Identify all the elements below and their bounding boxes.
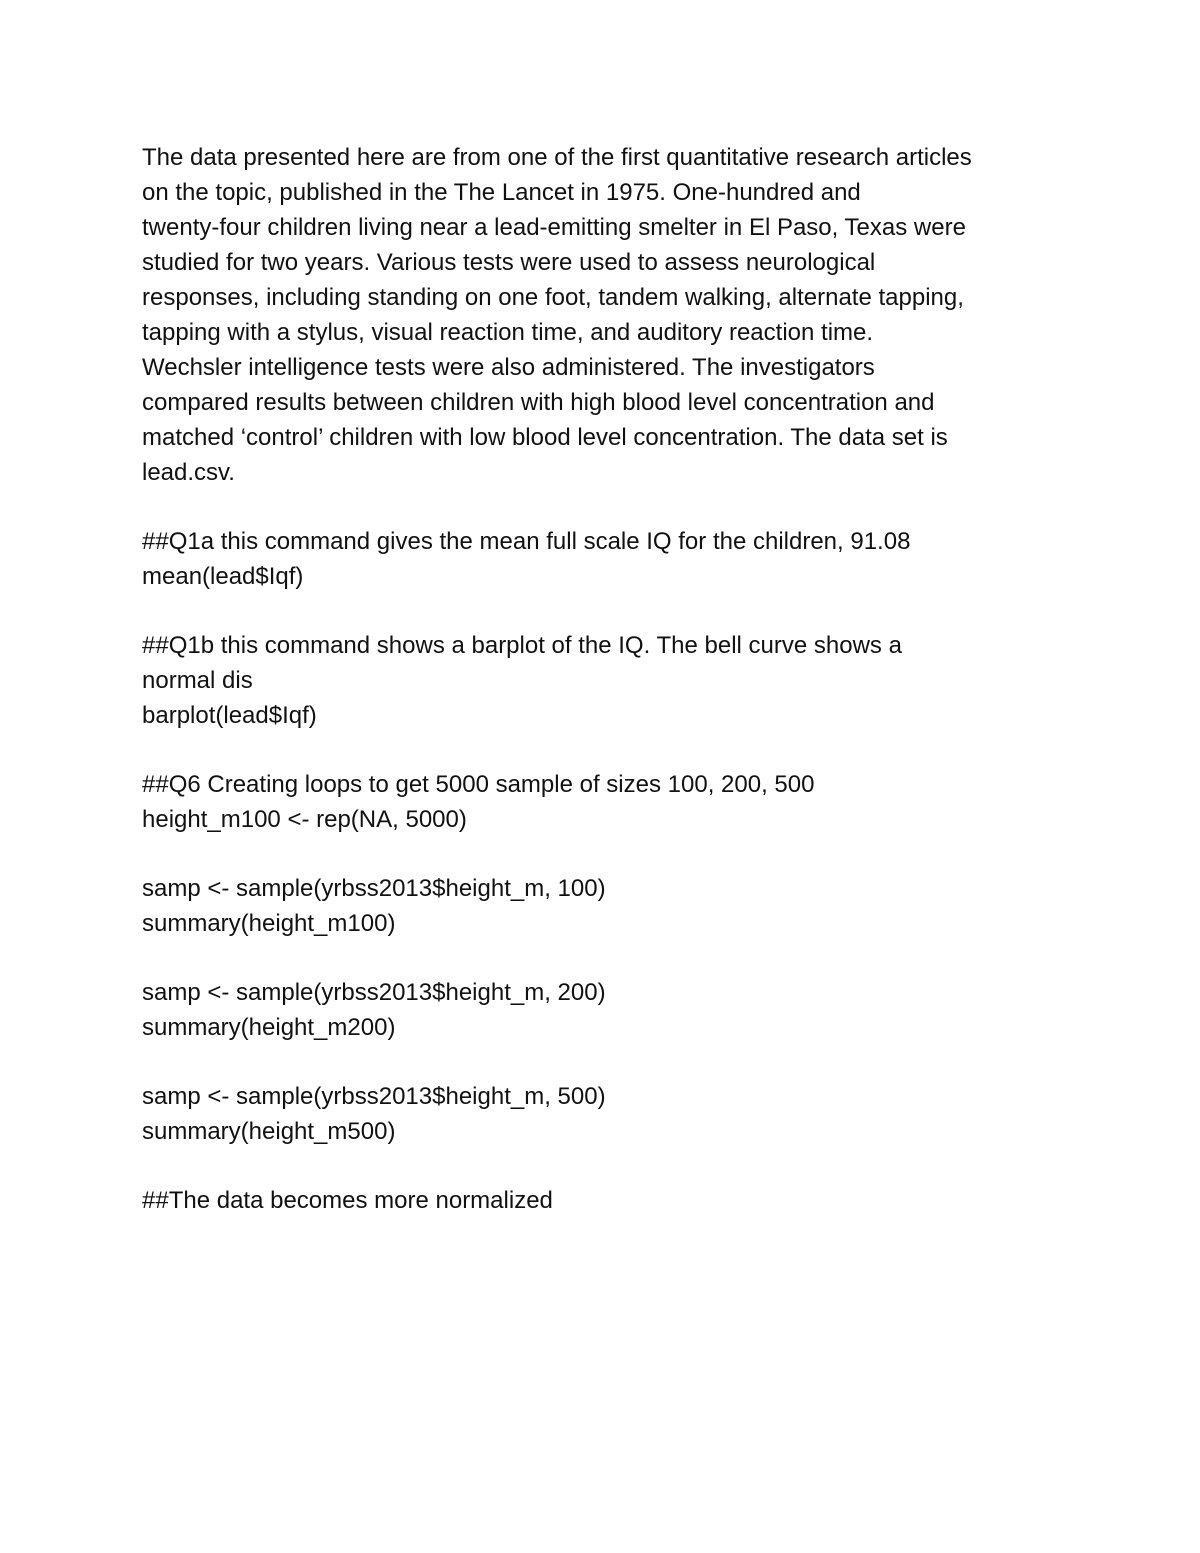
intro-line: lead.csv. (142, 459, 235, 486)
intro-paragraph (142, 140, 1082, 490)
q6-section (142, 767, 1082, 1149)
intro-line: The data presented here are from one of the first quantitative research articles (142, 144, 972, 171)
blank-line (142, 941, 1082, 975)
q1b-comment-line-2: normal dis (142, 667, 253, 694)
q6-summary-code-100: summary(height_m100) (142, 910, 396, 937)
blank-line (142, 837, 1082, 871)
intro-line: matched ‘control’ children with low blood level concentration. The data set is (142, 424, 948, 451)
q6-comment: ##Q6 Creating loops to get 5000 sample of sizes 100, 200, 500 (142, 771, 815, 798)
q6-sample-code-100: samp <- sample(yrbss2013$height_m, 100) (142, 875, 606, 902)
blank-line (142, 733, 1082, 767)
intro-line: responses, including standing on one foot, tandem walking, alternate tapping, (142, 284, 964, 311)
q1b-code: barplot(lead$Iqf) (142, 702, 317, 729)
q6-summary-code-200: summary(height_m200) (142, 1014, 396, 1041)
document-body (142, 140, 1082, 1218)
q1b-comment-line-1: ##Q1b this command shows a barplot of the IQ. The bell curve shows a (142, 632, 902, 659)
q6-sample-code-200: samp <- sample(yrbss2013$height_m, 200) (142, 979, 606, 1006)
blank-line (142, 1149, 1082, 1183)
q1b-section (142, 628, 1082, 733)
intro-line: on the topic, published in the The Lancet in 1975. One-hundred and (142, 179, 861, 206)
q6-sample-code-500: samp <- sample(yrbss2013$height_m, 500) (142, 1083, 606, 1110)
intro-line: tapping with a stylus, visual reaction time, and auditory reaction time. (142, 319, 874, 346)
intro-line: Wechsler intelligence tests were also administered. The investigators (142, 354, 875, 381)
intro-line: compared results between children with high blood level concentration and (142, 389, 935, 416)
q1a-section (142, 524, 1082, 594)
blank-line (142, 490, 1082, 524)
q1a-code: mean(lead$Iqf) (142, 563, 304, 590)
intro-line: studied for two years. Various tests were used to assess neurological (142, 249, 876, 276)
blank-line (142, 594, 1082, 628)
q6-init-code: height_m100 <- rep(NA, 5000) (142, 806, 467, 833)
intro-line: twenty-four children living near a lead-emitting smelter in El Paso, Texas were (142, 214, 966, 241)
q1a-comment: ##Q1a this command gives the mean full scale IQ for the children, 91.08 (142, 528, 911, 555)
conclusion-comment: ##The data becomes more normalized (142, 1187, 553, 1214)
blank-line (142, 1045, 1082, 1079)
q6-summary-code-500: summary(height_m500) (142, 1118, 396, 1145)
